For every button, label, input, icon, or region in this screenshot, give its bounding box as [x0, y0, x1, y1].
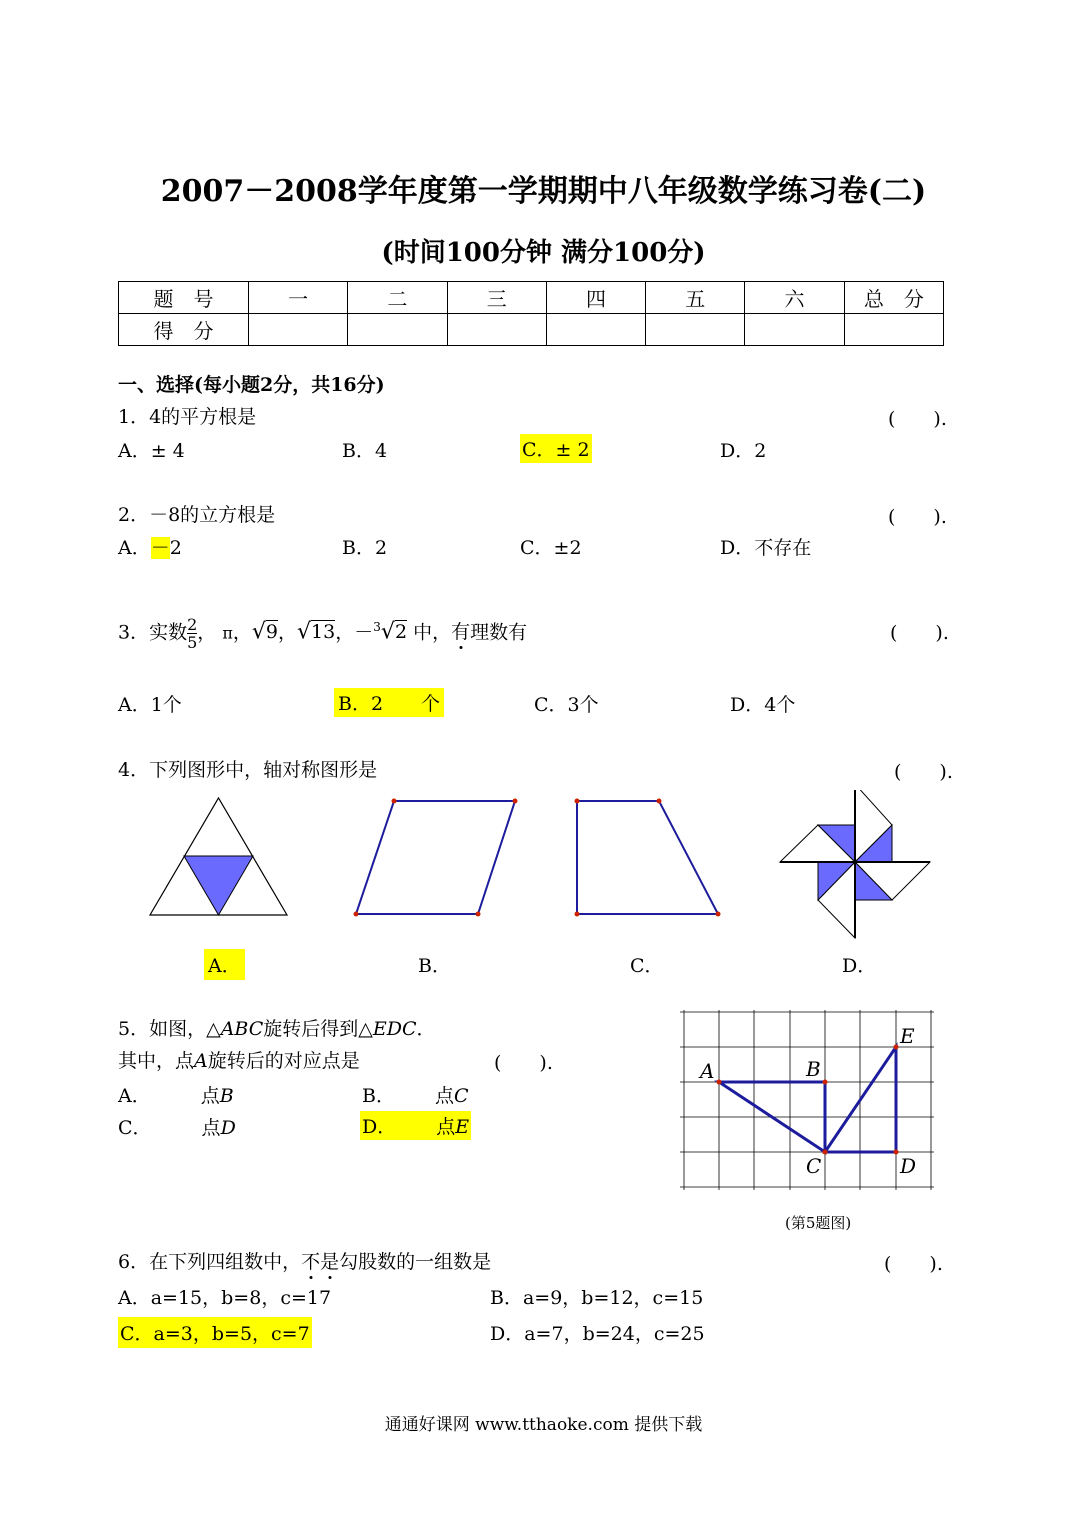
answer-blank: ( ).	[888, 506, 947, 528]
point-d-label: D	[900, 1154, 917, 1178]
score-input-cell[interactable]	[646, 314, 745, 346]
fraction	[187, 616, 197, 651]
cube-root-index: 3	[373, 620, 381, 634]
emphasis-char: 有	[451, 621, 471, 644]
table-cell: 二	[348, 282, 447, 314]
q6-text: 勾股数的一组数是	[339, 1251, 492, 1273]
sqrt-icon: √	[380, 619, 395, 645]
question-1-stem: 1．4的平方根是	[118, 406, 257, 428]
emphasis-char: 不	[301, 1251, 321, 1273]
figure-c-trapezoid[interactable]	[575, 799, 721, 917]
figure-d-pinwheel[interactable]	[780, 790, 930, 938]
q3-option-c[interactable]: C．3个	[534, 694, 599, 716]
fraction-denominator: 5	[187, 632, 198, 652]
separator: ，	[335, 621, 355, 644]
point-c-label: C	[806, 1154, 822, 1178]
sqrt-icon: √	[251, 619, 266, 645]
fraction-numerator: 2	[187, 614, 198, 634]
q6-option-a[interactable]: A．a=15，b=8，c=17	[118, 1287, 332, 1309]
q4-option-d[interactable]: D．	[842, 955, 877, 977]
table-cell: 题 号	[119, 282, 249, 314]
answer-blank: ( ).	[884, 1253, 943, 1275]
q2-option-a-highlight: －	[150, 537, 170, 559]
figure-a-triangle[interactable]	[150, 798, 287, 915]
page-footer: 通通好课网 www.tthaoke.com 提供下载	[384, 1415, 703, 1435]
q5-text: 旋转后得到△	[263, 1018, 373, 1040]
separator: ，	[197, 621, 217, 644]
q2-option-a-prefix: A．	[118, 537, 151, 559]
score-input-cell[interactable]	[249, 314, 348, 346]
section-heading: 一、选择(每小题2分，共16分)	[118, 374, 385, 396]
q6-option-c[interactable]: C．a=3，b=5，c=7	[118, 1317, 312, 1348]
q2-option-c[interactable]: C．±2	[520, 537, 582, 559]
score-input-cell[interactable]	[447, 314, 546, 346]
figure-caption: (第5题图)	[785, 1214, 852, 1232]
q3-tail: 理数有	[470, 621, 528, 644]
q3-option-b[interactable]: B．2 个	[334, 688, 444, 717]
q5-text: 旋转后的对应点是	[207, 1050, 360, 1072]
figure-b-parallelogram[interactable]	[354, 799, 518, 917]
point-label: C	[453, 1085, 469, 1107]
question-5-line2	[118, 1046, 360, 1073]
q4-option-b[interactable]: B．	[418, 955, 451, 977]
q2-option-d[interactable]: D．不存在	[720, 537, 812, 559]
q4-option-c[interactable]: C．	[630, 955, 664, 977]
q1-option-c[interactable]: C．± 2	[520, 434, 592, 463]
pi-symbol: π	[222, 623, 233, 643]
point-e-label: E	[900, 1024, 915, 1048]
point-label: B	[219, 1085, 234, 1107]
table-cell: 得 分	[119, 314, 249, 346]
option-letter: A．	[118, 1085, 151, 1107]
point-b-label: B	[806, 1057, 821, 1081]
q6-option-d[interactable]: D．a=7，b=24，c=25	[490, 1323, 705, 1345]
q4-option-a[interactable]: A．	[204, 949, 245, 980]
option-text: 点	[200, 1085, 220, 1107]
q5-grid-figure	[676, 1010, 938, 1195]
triangle-edc-label: EDC	[372, 1018, 417, 1040]
answer-blank: ( ).	[890, 622, 949, 644]
score-input-cell[interactable]	[745, 314, 844, 346]
cbrt-2: 2	[394, 621, 408, 644]
option-letter: C．	[118, 1117, 152, 1139]
answer-blank: ( ).	[894, 761, 953, 783]
score-input-cell[interactable]	[844, 314, 943, 346]
q3-option-d[interactable]: D．4个	[730, 694, 796, 716]
question-5-line1	[118, 1014, 436, 1041]
q5-text: 其中，点	[118, 1050, 195, 1072]
q5-text: 5．如图，△	[118, 1018, 221, 1040]
table-cell: 四	[546, 282, 645, 314]
score-table	[118, 281, 944, 346]
option-letter: D．	[362, 1116, 397, 1138]
table-cell: 六	[745, 282, 844, 314]
sqrt-icon: √	[297, 619, 312, 645]
q5-option-d[interactable]	[360, 1111, 471, 1140]
q6-option-b[interactable]: B．a=9，b=12，c=15	[490, 1287, 704, 1309]
q5-option-c[interactable]	[118, 1113, 236, 1140]
q4-figures	[140, 790, 940, 940]
page-subtitle: (时间100分钟 满分100分)	[381, 238, 706, 268]
answer-blank: ( ).	[494, 1052, 553, 1074]
question-4-stem: 4．下列图形中，轴对称图形是	[118, 759, 378, 781]
q3-tail: 中，	[413, 621, 452, 644]
q5-text: ．	[416, 1018, 436, 1040]
q5-option-b[interactable]	[362, 1081, 469, 1108]
option-text: 点	[201, 1117, 221, 1139]
minus-sign: －	[354, 621, 374, 644]
q2-option-a[interactable]	[118, 533, 182, 560]
option-letter: B．	[362, 1085, 395, 1107]
q1-option-a[interactable]: A．± 4	[118, 440, 185, 462]
answer-blank: ( ).	[888, 408, 947, 430]
option-text: 点	[436, 1116, 456, 1138]
question-3-stem	[118, 604, 527, 650]
point-label: E	[455, 1116, 470, 1138]
emphasis-char: 是	[320, 1251, 340, 1273]
q3-prefix: 3．实数	[118, 621, 188, 644]
table-cell: 一	[249, 282, 348, 314]
q2-option-a-rest: 2	[169, 537, 182, 559]
point-label: D	[220, 1117, 236, 1139]
question-6-stem	[118, 1247, 491, 1274]
q1-option-b[interactable]: B．4	[342, 440, 388, 462]
score-input-cell[interactable]	[546, 314, 645, 346]
sqrt-9: 9	[265, 621, 278, 644]
separator: ，	[232, 621, 252, 644]
separator: ，	[278, 621, 298, 644]
q5-option-a[interactable]	[118, 1081, 234, 1108]
score-table-score-row	[119, 314, 944, 346]
table-cell: 三	[447, 282, 546, 314]
sqrt-13: 13	[311, 621, 336, 644]
table-cell: 五	[646, 282, 745, 314]
option-text: 点	[434, 1085, 454, 1107]
point-label: A	[194, 1050, 208, 1072]
score-input-cell[interactable]	[348, 314, 447, 346]
q2-option-b[interactable]: B．2	[342, 537, 388, 559]
q3-option-a[interactable]: A．1个	[118, 694, 182, 716]
point-a-label: A	[700, 1059, 715, 1083]
question-2-stem: 2．－8的立方根是	[118, 504, 276, 526]
score-table-header-row	[119, 282, 944, 314]
page-title: 2007－2008学年度第一学期期中八年级数学练习卷(二)	[160, 174, 927, 209]
table-cell: 总 分	[844, 282, 943, 314]
triangle-abc-label: ABC	[220, 1018, 264, 1040]
q1-option-d[interactable]: D．2	[720, 440, 767, 462]
q6-text: 6．在下列四组数中，	[118, 1251, 302, 1273]
